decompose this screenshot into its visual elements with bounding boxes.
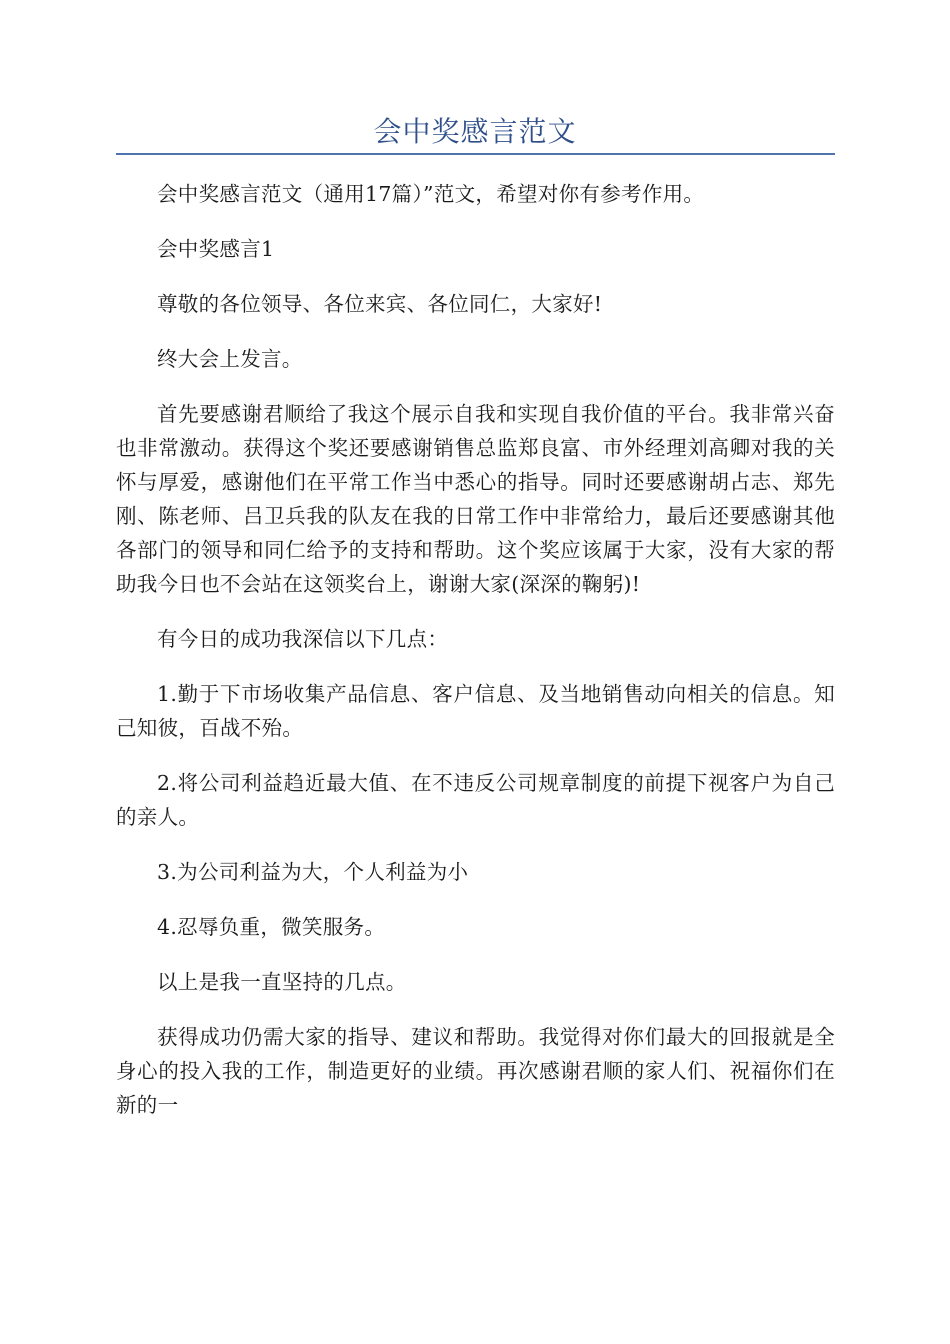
body-paragraph: 有今日的成功我深信以下几点： bbox=[157, 627, 449, 651]
body-paragraph: 以上是我一直坚持的几点。 bbox=[157, 970, 407, 994]
body-paragraph: 获得成功仍需大家的指导、建议和帮助。我觉得对你们最大的回报就是全身心的投入我的工作，制造更好的业绩。再次感谢君顺的家人们、祝福你们在新的一 bbox=[116, 1025, 835, 1117]
section-heading: 会中奖感言1 bbox=[157, 237, 275, 261]
document-title: 会中奖感言范文 bbox=[373, 115, 577, 148]
greeting-paragraph: 尊敬的各位领导、各位来宾、各位同仁，大家好! bbox=[157, 292, 603, 316]
list-item: 4.忍辱负重，微笑服务。 bbox=[157, 915, 386, 939]
intro-paragraph: 会中奖感言范文（通用17篇）”范文，希望对你有参考作用。 bbox=[157, 182, 705, 206]
list-item: 3.为公司利益为大，个人利益为小 bbox=[157, 860, 469, 884]
list-item: 1.勤于下市场收集产品信息、客户信息、及当地销售动向相关的信息。知己知彼，百战不殆。 bbox=[116, 682, 835, 740]
list-item: 2.将公司利益趋近最大值、在不违反公司规章制度的前提下视客户为自己的亲人。 bbox=[116, 771, 835, 829]
document-body bbox=[116, 177, 835, 1143]
title-divider bbox=[116, 153, 835, 155]
body-paragraph: 终大会上发言。 bbox=[157, 347, 303, 371]
body-paragraph: 首先要感谢君顺给了我这个展示自我和实现自我价值的平台。我非常兴奋也非常激动。获得这个奖还要感谢销售总监郑良富、市外经理刘高卿对我的关怀与厚爱，感谢他们在平常工作当中悉心的指导。同时还要感谢胡占志、郑先刚、陈老师、吕卫兵我的队友在我的日常工作中非常给力，最后还要感谢其他各部门的领导和同仁给予的支持和帮助。这个奖应该属于大家，没有大家的帮助我今日也不会站在这领奖台上，谢谢大家(深深的鞠躬)! bbox=[116, 402, 835, 596]
